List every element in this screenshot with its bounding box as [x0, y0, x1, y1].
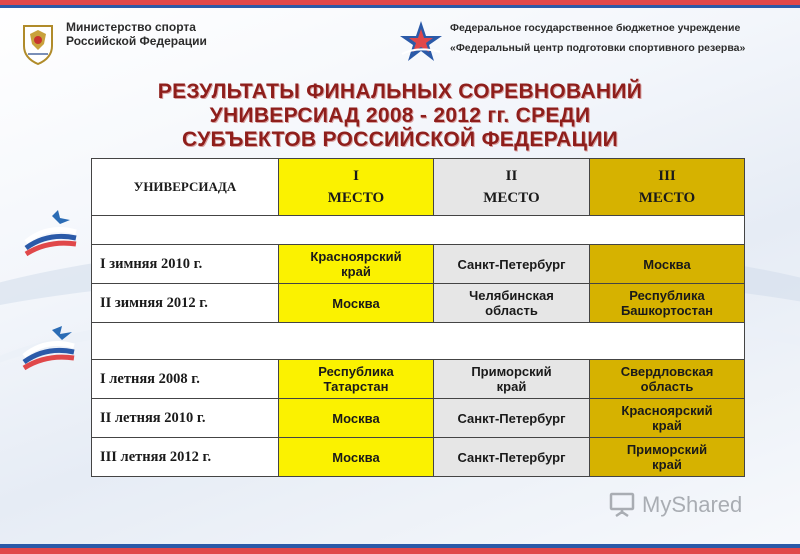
presentation-board-icon [608, 492, 636, 518]
cell-line: Красноярский [310, 249, 402, 264]
cell-line: Башкортостан [620, 303, 714, 318]
cell-line: Приморский [626, 442, 708, 457]
table-row [92, 284, 745, 323]
table-row [92, 438, 745, 477]
header-third-word: МЕСТО [638, 190, 696, 206]
table-row [92, 360, 745, 399]
cell-line: Свердловская [620, 364, 714, 379]
coat-of-arms-icon [20, 20, 56, 66]
cell-line: Приморский [471, 364, 552, 379]
third-place-cell [590, 438, 745, 477]
ministry-line-1: Министерство спорта [66, 20, 196, 34]
first-place-cell [279, 360, 434, 399]
cell-line: край [652, 457, 682, 472]
cell-line: Санкт-Петербург [457, 256, 566, 272]
cell-line: Республика [629, 288, 705, 303]
header-second-word: МЕСТО [483, 190, 540, 206]
cell-line: Москва [332, 449, 380, 465]
results-table [91, 158, 745, 477]
title-line-3: СУБЪЕКТОВ РОССИЙСКОЙ ФЕДЕРАЦИИ [181, 128, 619, 151]
row-label: II зимняя 2012 г. [92, 284, 279, 323]
cell-line: Москва [332, 410, 380, 426]
bottom-red-stripe [0, 548, 800, 554]
top-blue-stripe [0, 5, 800, 8]
cell-line: Москва [332, 295, 380, 311]
header-second-num: II [505, 168, 518, 184]
table-row [92, 245, 745, 284]
page-title [80, 80, 720, 152]
header-third-num: III [658, 168, 676, 184]
row-label: I летняя 2008 г. [92, 360, 279, 399]
header-first-place [279, 159, 434, 216]
cell-line: область [485, 303, 538, 318]
separator-row [92, 323, 745, 360]
first-place-cell [279, 245, 434, 284]
cell-line: Москва [643, 256, 691, 272]
header-third-place [590, 159, 745, 216]
title-line-2: УНИВЕРСИАД 2008 - 2012 гг. СРЕДИ [209, 104, 591, 127]
third-place-cell [590, 360, 745, 399]
second-place-cell [434, 245, 590, 284]
header-second-place [434, 159, 590, 216]
separator-cell [92, 323, 745, 360]
header-first-num: I [353, 168, 359, 184]
third-place-cell [590, 245, 745, 284]
second-place-cell [434, 284, 590, 323]
second-place-cell [434, 399, 590, 438]
cell-line: Татарстан [323, 379, 389, 394]
first-place-cell [279, 399, 434, 438]
ministry-line-2: Российской Федерации [66, 34, 207, 48]
cell-line: Челябинская [469, 288, 554, 303]
second-place-cell [434, 360, 590, 399]
title-line-1: РЕЗУЛЬТАТЫ ФИНАЛЬНЫХ СОРЕВНОВАНИЙ [157, 80, 643, 103]
summer-universiade-logo-icon [20, 322, 78, 378]
third-place-cell [590, 399, 745, 438]
winter-universiade-logo-icon [22, 206, 80, 262]
header-first-word: МЕСТО [327, 190, 385, 206]
watermark-text: MyShared [642, 492, 743, 517]
second-place-cell [434, 438, 590, 477]
watermark [608, 492, 742, 518]
fcpsr-header [398, 18, 745, 64]
table-row [92, 399, 745, 438]
cell-line: Красноярский [621, 403, 713, 418]
first-place-cell [279, 438, 434, 477]
ministry-header [20, 20, 207, 66]
fcpsr-line-1: Федеральное государственное бюджетное учреждение [450, 22, 741, 34]
star-logo-icon [398, 18, 444, 64]
row-label: III летняя 2012 г. [92, 438, 279, 477]
cell-line: Санкт-Петербург [457, 449, 566, 465]
cell-line: Санкт-Петербург [457, 410, 566, 426]
row-label: II летняя 2010 г. [92, 399, 279, 438]
cell-line: край [496, 379, 527, 394]
cell-line: край [341, 264, 371, 279]
fcpsr-line-2: «Федеральный центр подготовки спортивного резерва» [450, 42, 746, 54]
third-place-cell [590, 284, 745, 323]
separator-row [92, 216, 745, 245]
row-label: I зимняя 2010 г. [92, 245, 279, 284]
cell-line: Республика [318, 364, 394, 379]
cell-line: область [640, 379, 694, 394]
cell-line: край [652, 418, 682, 433]
separator-cell [92, 216, 745, 245]
header-universiade: УНИВЕРСИАДА [92, 159, 279, 216]
first-place-cell [279, 284, 434, 323]
table-header-row [92, 159, 745, 216]
